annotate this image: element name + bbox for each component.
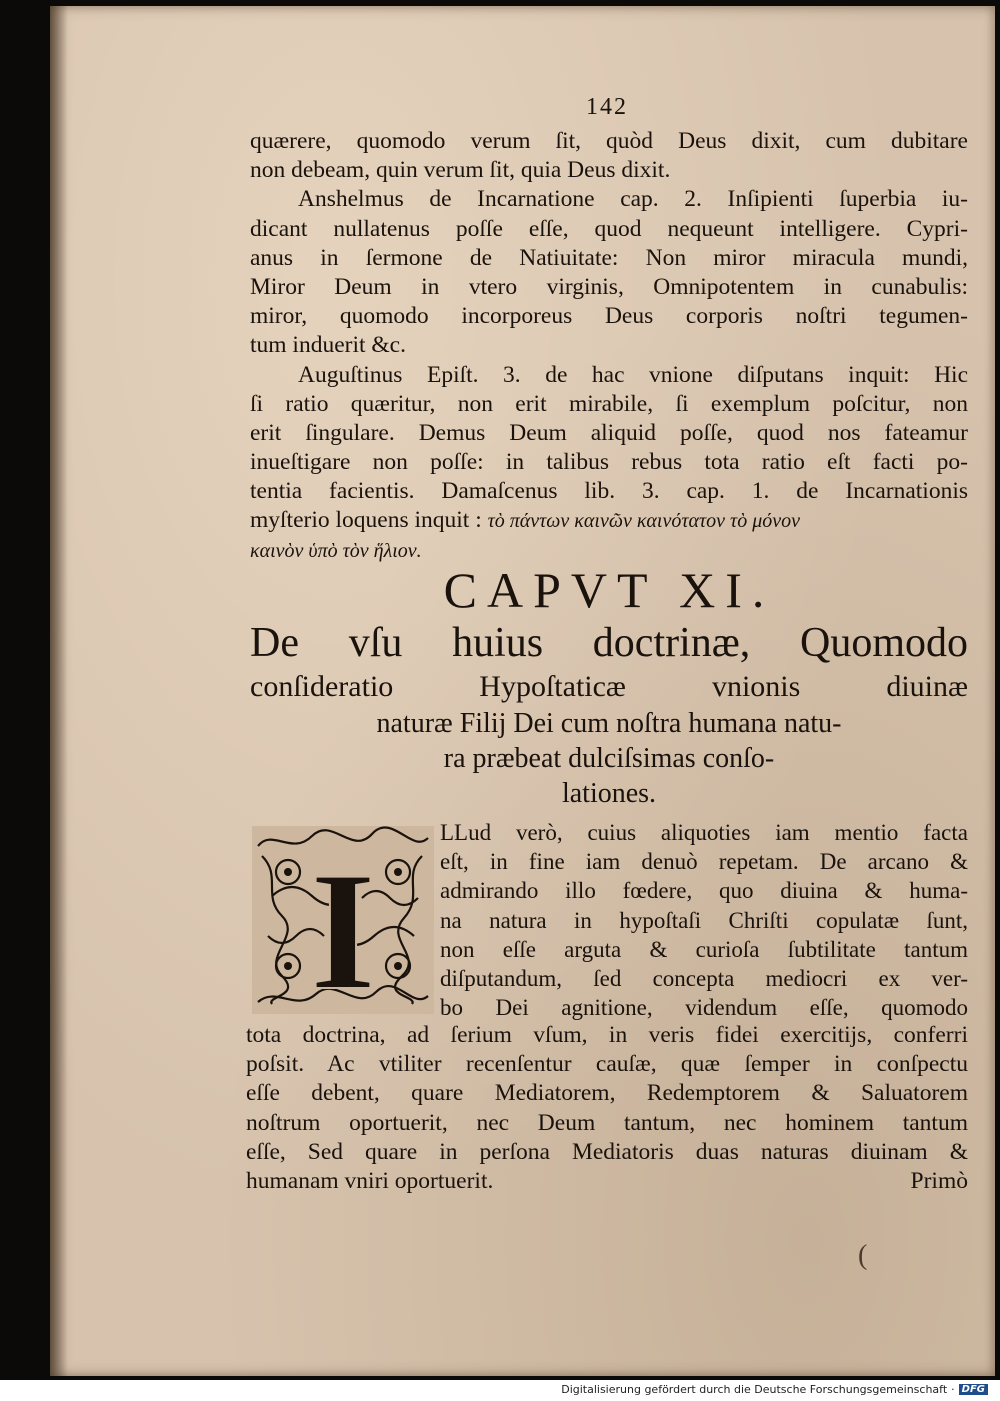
- text-line: admirando illo fœdere, quo diuina & huma-: [440, 878, 968, 904]
- text-line: ſi ratio quæritur, non erit mirabile, ſi exemplum poſcitur, non: [250, 390, 968, 417]
- text-line: poſsit. Ac vtiliter recenſentur cauſæ, quæ ſemper in conſpectu: [246, 1051, 968, 1078]
- chapter-title: [250, 618, 968, 811]
- text-line: Miror Deum in vtero virginis, Omnipotentem in cunabulis:: [250, 273, 968, 300]
- page-gutter-shadow: [50, 6, 68, 1376]
- text-line: LLud verò, cuius aliquoties iam mentio facta: [440, 820, 968, 845]
- footer-credit: Digitalisierung gefördert durch die Deutsche Forschungsgemeinschaft · DFG: [561, 1383, 988, 1396]
- text-line: non eſſe arguta & curioſa ſubtilitate tantum: [440, 936, 968, 962]
- paragraph-beside-initial: [440, 818, 968, 1022]
- text-line: bo Dei agnitione, videndum eſſe, quomodo: [440, 995, 968, 1021]
- text-line: non debeam, quin verum ſit, quia Deus dixit.: [250, 157, 671, 184]
- text-line: tentia facientis. Damaſcenus lib. 3. cap. 1. de Incarnationis: [250, 478, 968, 505]
- catchword: Primò: [910, 1167, 968, 1194]
- footer-text: Digitalisierung gefördert durch die Deutsche Forschungsgemeinschaft: [561, 1383, 948, 1396]
- final-line-text: humanam vniri oportuerit.: [246, 1167, 494, 1194]
- chapter-title-line: De vſu huius doctrinæ, Quomodo: [250, 620, 968, 666]
- page-number: 142: [586, 94, 628, 120]
- greek-quote: καινὸν ὑπὸ τὸν ἥλιον.: [250, 539, 422, 562]
- lower-text-block: [246, 1021, 968, 1196]
- text-line: miror, quomodo incorporeus Deus corporis noſtri tegumen-: [250, 303, 968, 330]
- text-line: diſputandum, ſed concepta mediocri ex ver-: [440, 965, 968, 991]
- chapter-heading: CAPVT XI.: [443, 562, 775, 618]
- text-line: na natura in hypoſtaſi Chriſti copulatæ ſunt,: [440, 907, 968, 933]
- text-line: Anshelmus de Incarnatione cap. 2. Inſipienti ſuperbia iu-: [298, 186, 968, 213]
- decorated-initial: [252, 826, 434, 1014]
- text-line: tota doctrina, ad ſerium vſum, in veris fidei exercitijs, conferri: [246, 1022, 968, 1048]
- text-line: Auguſtinus Epiſt. 3. de hac vnione diſputans inquit: Hic: [298, 361, 968, 388]
- text-line: anus in ſermone de Natiuitate: Non miror miracula mundi,: [250, 244, 968, 271]
- dfg-logo: DFG: [959, 1384, 988, 1395]
- text-line: eſſe debent, quare Mediatorem, Redemptorem & Saluatorem: [246, 1080, 968, 1107]
- text-line: inueſtigare non poſſe: in talibus rebus tota ratio eſt facti po-: [250, 449, 968, 476]
- text-line: eſſe, Sed quare in perſona Mediatoris duas naturas diuinam &: [246, 1138, 968, 1165]
- chapter-title-line: conſideratio Hypoſtaticæ vnionis diuinæ: [250, 670, 968, 703]
- chapter-title-line: ra præbeat dulciſsimas conſo-: [443, 743, 775, 774]
- text-line: [250, 506, 968, 535]
- upper-text-block: [250, 127, 968, 565]
- chapter-title-line: lationes.: [561, 778, 657, 809]
- text-line: dicant nullatenus poſſe eſſe, quod nequeunt intelligere. Cypri-: [250, 215, 968, 242]
- text-line: tum induerit &c.: [250, 332, 406, 359]
- initial-letter: I: [309, 837, 377, 1014]
- ornament-initial-icon: [252, 826, 434, 1014]
- ink-mark: (: [858, 1240, 868, 1271]
- greek-quote: τὸ πάντων καινῶν καινότατον τὸ μόνον: [487, 510, 801, 533]
- text-line: erit ſingulare. Demus Deum aliquid poſſe, quod nos fateamur: [250, 419, 968, 446]
- text-line: quærere, quomodo verum ſit, quòd Deus dixit, cum dubitare: [250, 128, 968, 154]
- chapter-title-line: naturæ Filij Dei cum noſtra humana natu-: [376, 708, 842, 739]
- text-line: [246, 1167, 968, 1196]
- text-line: noſtrum oportuerit, nec Deum tantum, nec hominem tantum: [246, 1109, 968, 1136]
- text-line: eſt, in fine iam denuò repetam. De arcano &: [440, 849, 968, 875]
- latin-phrase: myſterio loquens inquit :: [250, 507, 482, 534]
